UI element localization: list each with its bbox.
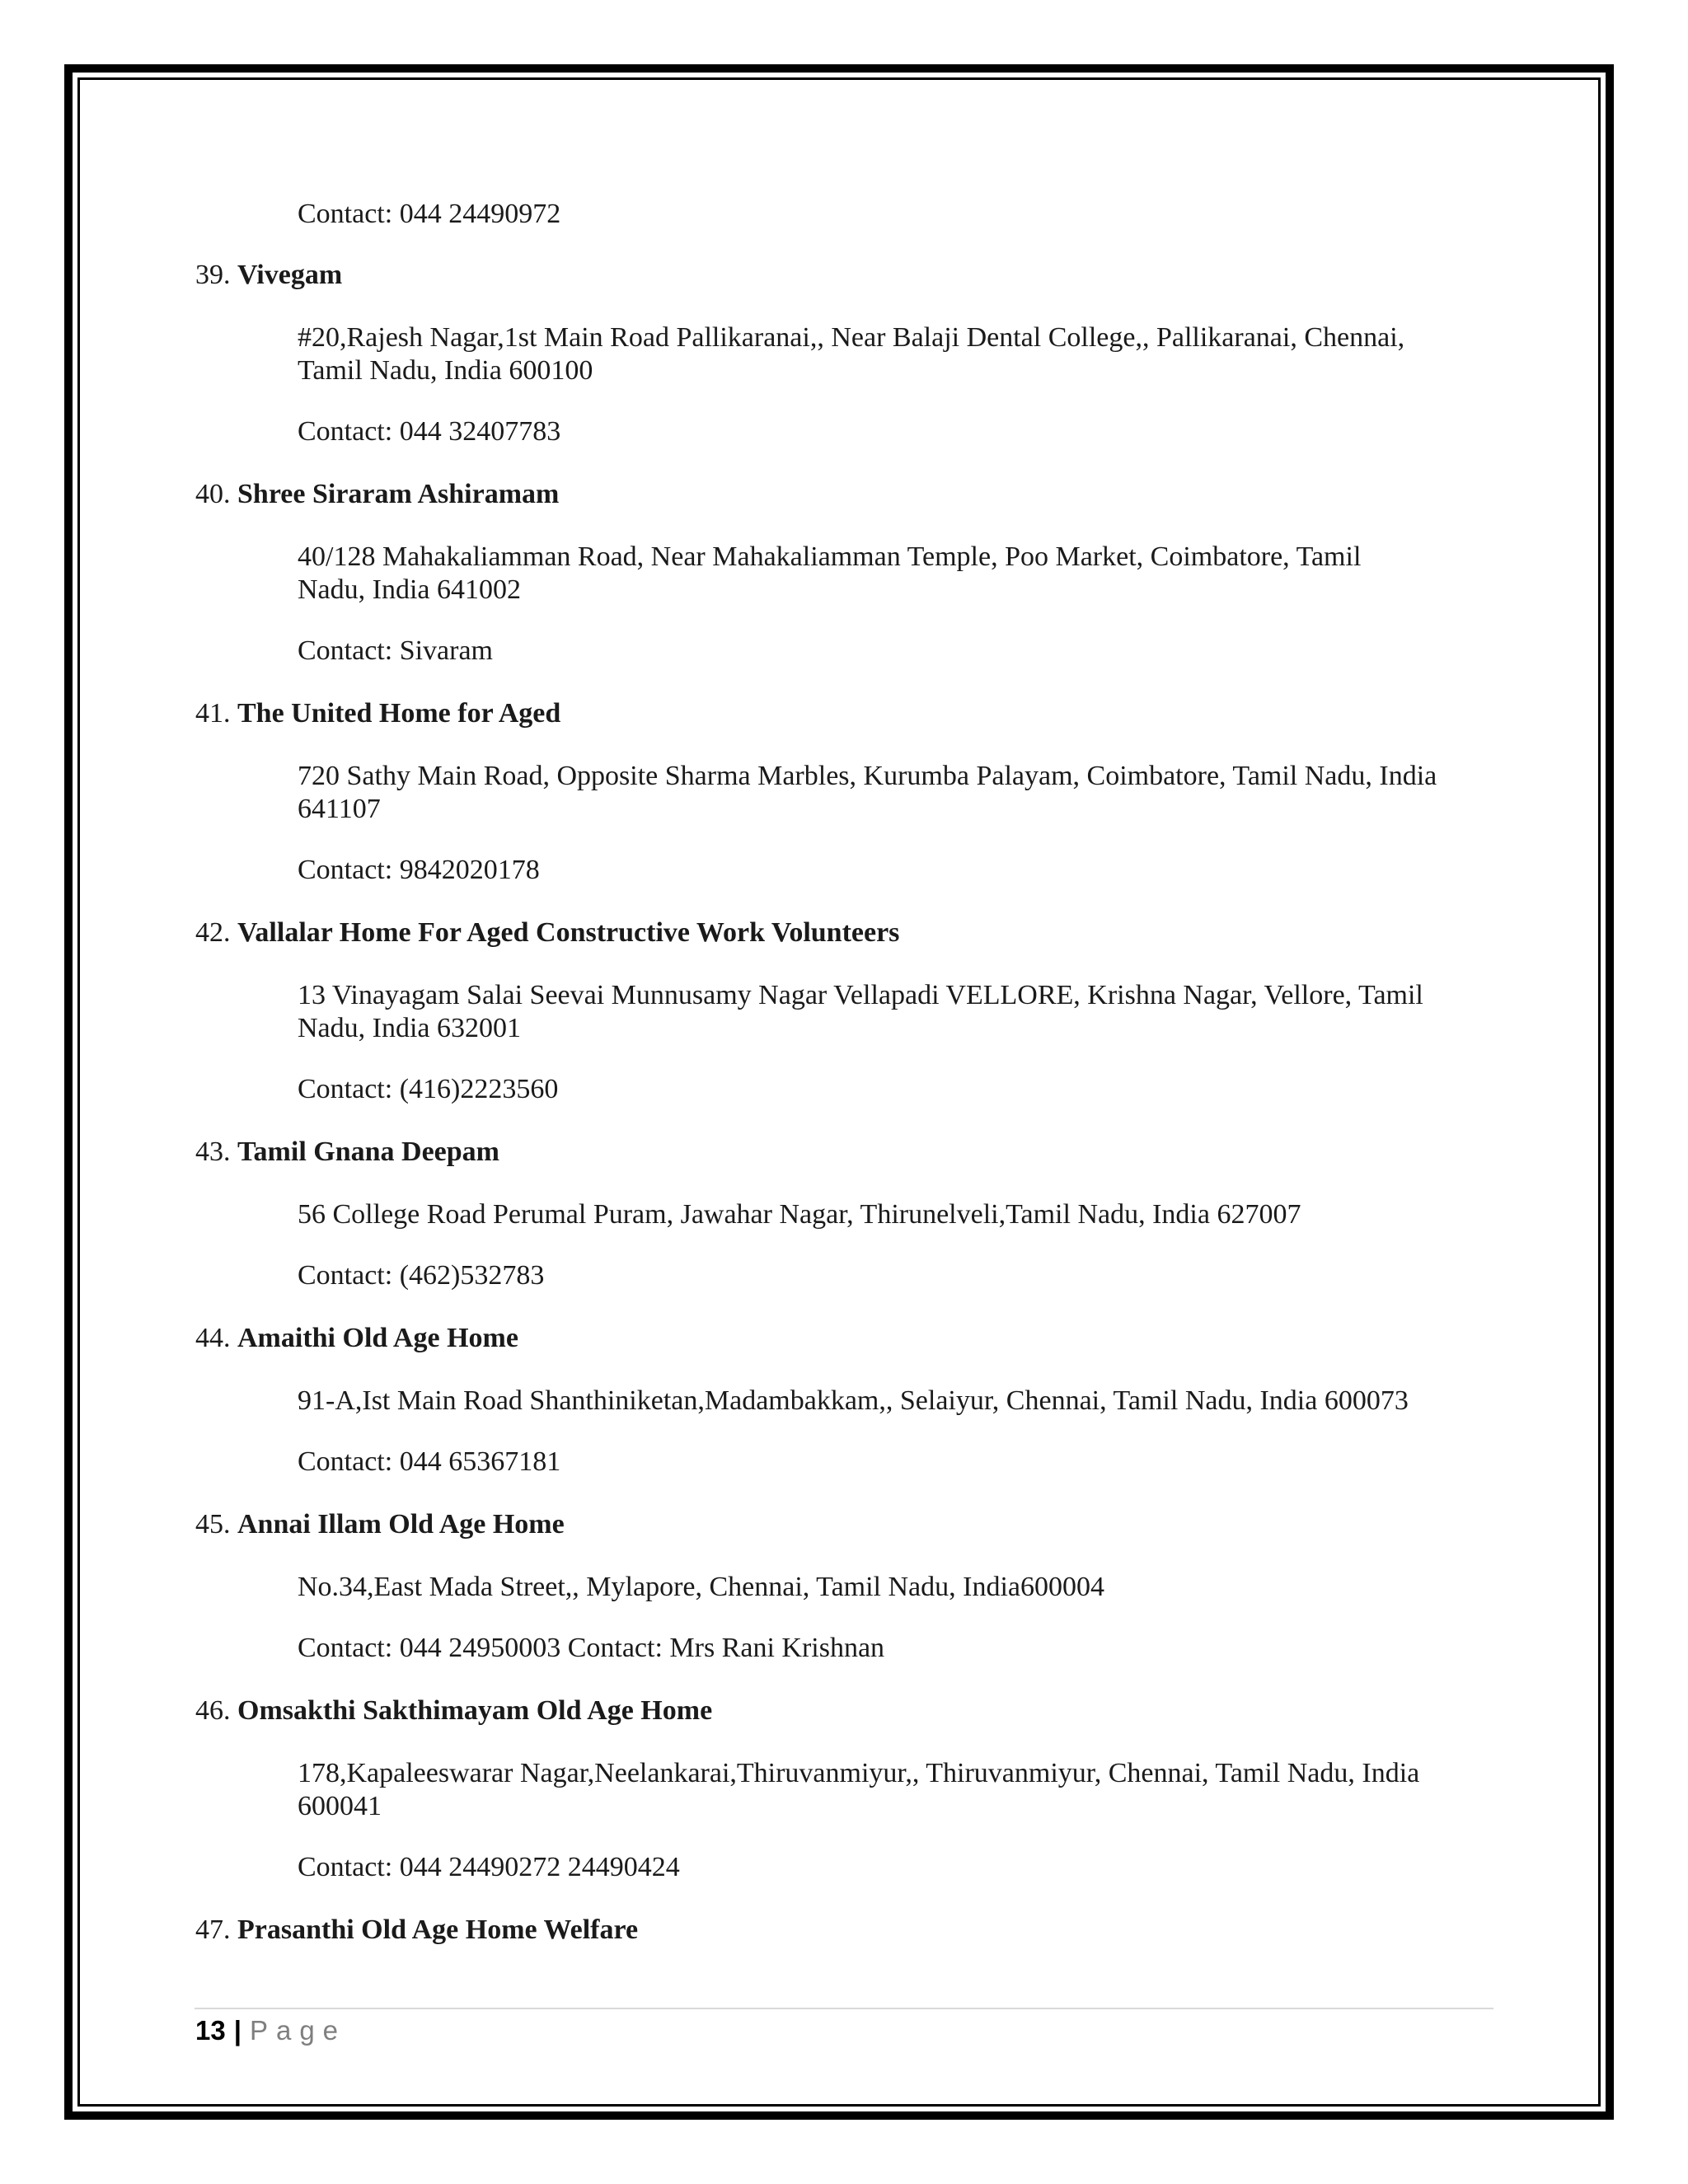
entry-title: Vallalar Home For Aged Constructive Work Volunteers	[237, 917, 900, 948]
entry-39-contact: Contact: 044 32407783	[298, 416, 561, 447]
entry-title: Tamil Gnana Deepam	[237, 1137, 500, 1167]
entry-number: 46.	[195, 1695, 231, 1726]
entry-46-heading	[195, 1694, 712, 1727]
entry-44-address-line-1: 91-A,Ist Main Road Shanthiniketan,Madambakkam,, Selaiyur, Chennai, Tamil Nadu, India 600073	[298, 1385, 1409, 1416]
entry-number: 41.	[195, 698, 231, 729]
entry-42-contact: Contact: (416)2223560	[298, 1074, 559, 1104]
entry-46-address-line-1: 178,Kapaleeswarar Nagar,Neelankarai,Thiruvanmiyur,, Thiruvanmiyur, Chennai, Tamil Nadu, India	[298, 1758, 1420, 1788]
entry-number: 42.	[195, 917, 231, 948]
entry-45-address-line-1: No.34,East Mada Street,, Mylapore, Chennai, Tamil Nadu, India600004	[298, 1572, 1105, 1602]
entry-43-contact: Contact: (462)532783	[298, 1260, 545, 1291]
entry-title: The United Home for Aged	[237, 698, 561, 729]
entry-39-address-line-2: Tamil Nadu, India 600100	[298, 355, 593, 386]
page-footer	[195, 2014, 346, 2047]
entry-47-heading	[195, 1914, 638, 1947]
page-number: 13	[195, 2015, 226, 2046]
footer-separator: |	[233, 2015, 241, 2046]
entry-46-contact: Contact: 044 24490272 24490424	[298, 1852, 680, 1882]
entry-title: Amaithi Old Age Home	[237, 1323, 518, 1353]
entry-45-heading	[195, 1508, 565, 1541]
entry-42-heading	[195, 916, 899, 949]
entry-41-contact: Contact: 9842020178	[298, 855, 540, 885]
entry-38-contact: Contact: 044 24490972	[298, 199, 561, 229]
entry-44-contact: Contact: 044 65367181	[298, 1446, 561, 1477]
entry-45-contact: Contact: 044 24950003 Contact: Mrs Rani Krishnan	[298, 1633, 885, 1663]
entry-number: 44.	[195, 1323, 231, 1353]
entry-number: 39.	[195, 260, 231, 290]
entry-number: 43.	[195, 1137, 231, 1167]
entry-41-heading	[195, 697, 560, 730]
entry-title: Vivegam	[237, 260, 343, 290]
footer-divider	[195, 2008, 1493, 2009]
entry-number: 40.	[195, 479, 231, 509]
entry-44-heading	[195, 1322, 518, 1355]
entry-43-heading	[195, 1136, 499, 1169]
entry-43-address-line-1: 56 College Road Perumal Puram, Jawahar Nagar, Thirunelveli,Tamil Nadu, India 627007	[298, 1199, 1301, 1230]
entry-40-contact: Contact: Sivaram	[298, 635, 494, 666]
entry-title: Shree Siraram Ashiramam	[237, 479, 560, 509]
entry-number: 47.	[195, 1915, 231, 1945]
page-label: Page	[249, 2015, 347, 2046]
entry-40-heading	[195, 478, 559, 511]
entry-39-heading	[195, 259, 342, 292]
entry-41-address-line-1: 720 Sathy Main Road, Opposite Sharma Marbles, Kurumba Palayam, Coimbatore, Tamil Nadu, India	[298, 761, 1437, 791]
entry-42-address-line-1: 13 Vinayagam Salai Seevai Munnusamy Nagar Vellapadi VELLORE, Krishna Nagar, Vellore, Tamil	[298, 980, 1423, 1010]
entry-40-address-line-2: Nadu, India 641002	[298, 574, 522, 605]
entry-40-address-line-1: 40/128 Mahakaliamman Road, Near Mahakaliamman Temple, Poo Market, Coimbatore, Tamil	[298, 541, 1362, 572]
entry-46-address-line-2: 600041	[298, 1791, 382, 1821]
entry-number: 45.	[195, 1509, 231, 1540]
entry-title: Omsakthi Sakthimayam Old Age Home	[237, 1695, 713, 1726]
entry-title: Annai Illam Old Age Home	[237, 1509, 565, 1540]
entry-41-address-line-2: 641107	[298, 794, 381, 824]
entry-42-address-line-2: Nadu, India 632001	[298, 1013, 522, 1043]
entry-39-address-line-1: #20,Rajesh Nagar,1st Main Road Pallikaranai,, Near Balaji Dental College,, Pallikaranai, Chennai,	[298, 322, 1405, 353]
entry-title: Prasanthi Old Age Home Welfare	[237, 1915, 639, 1945]
